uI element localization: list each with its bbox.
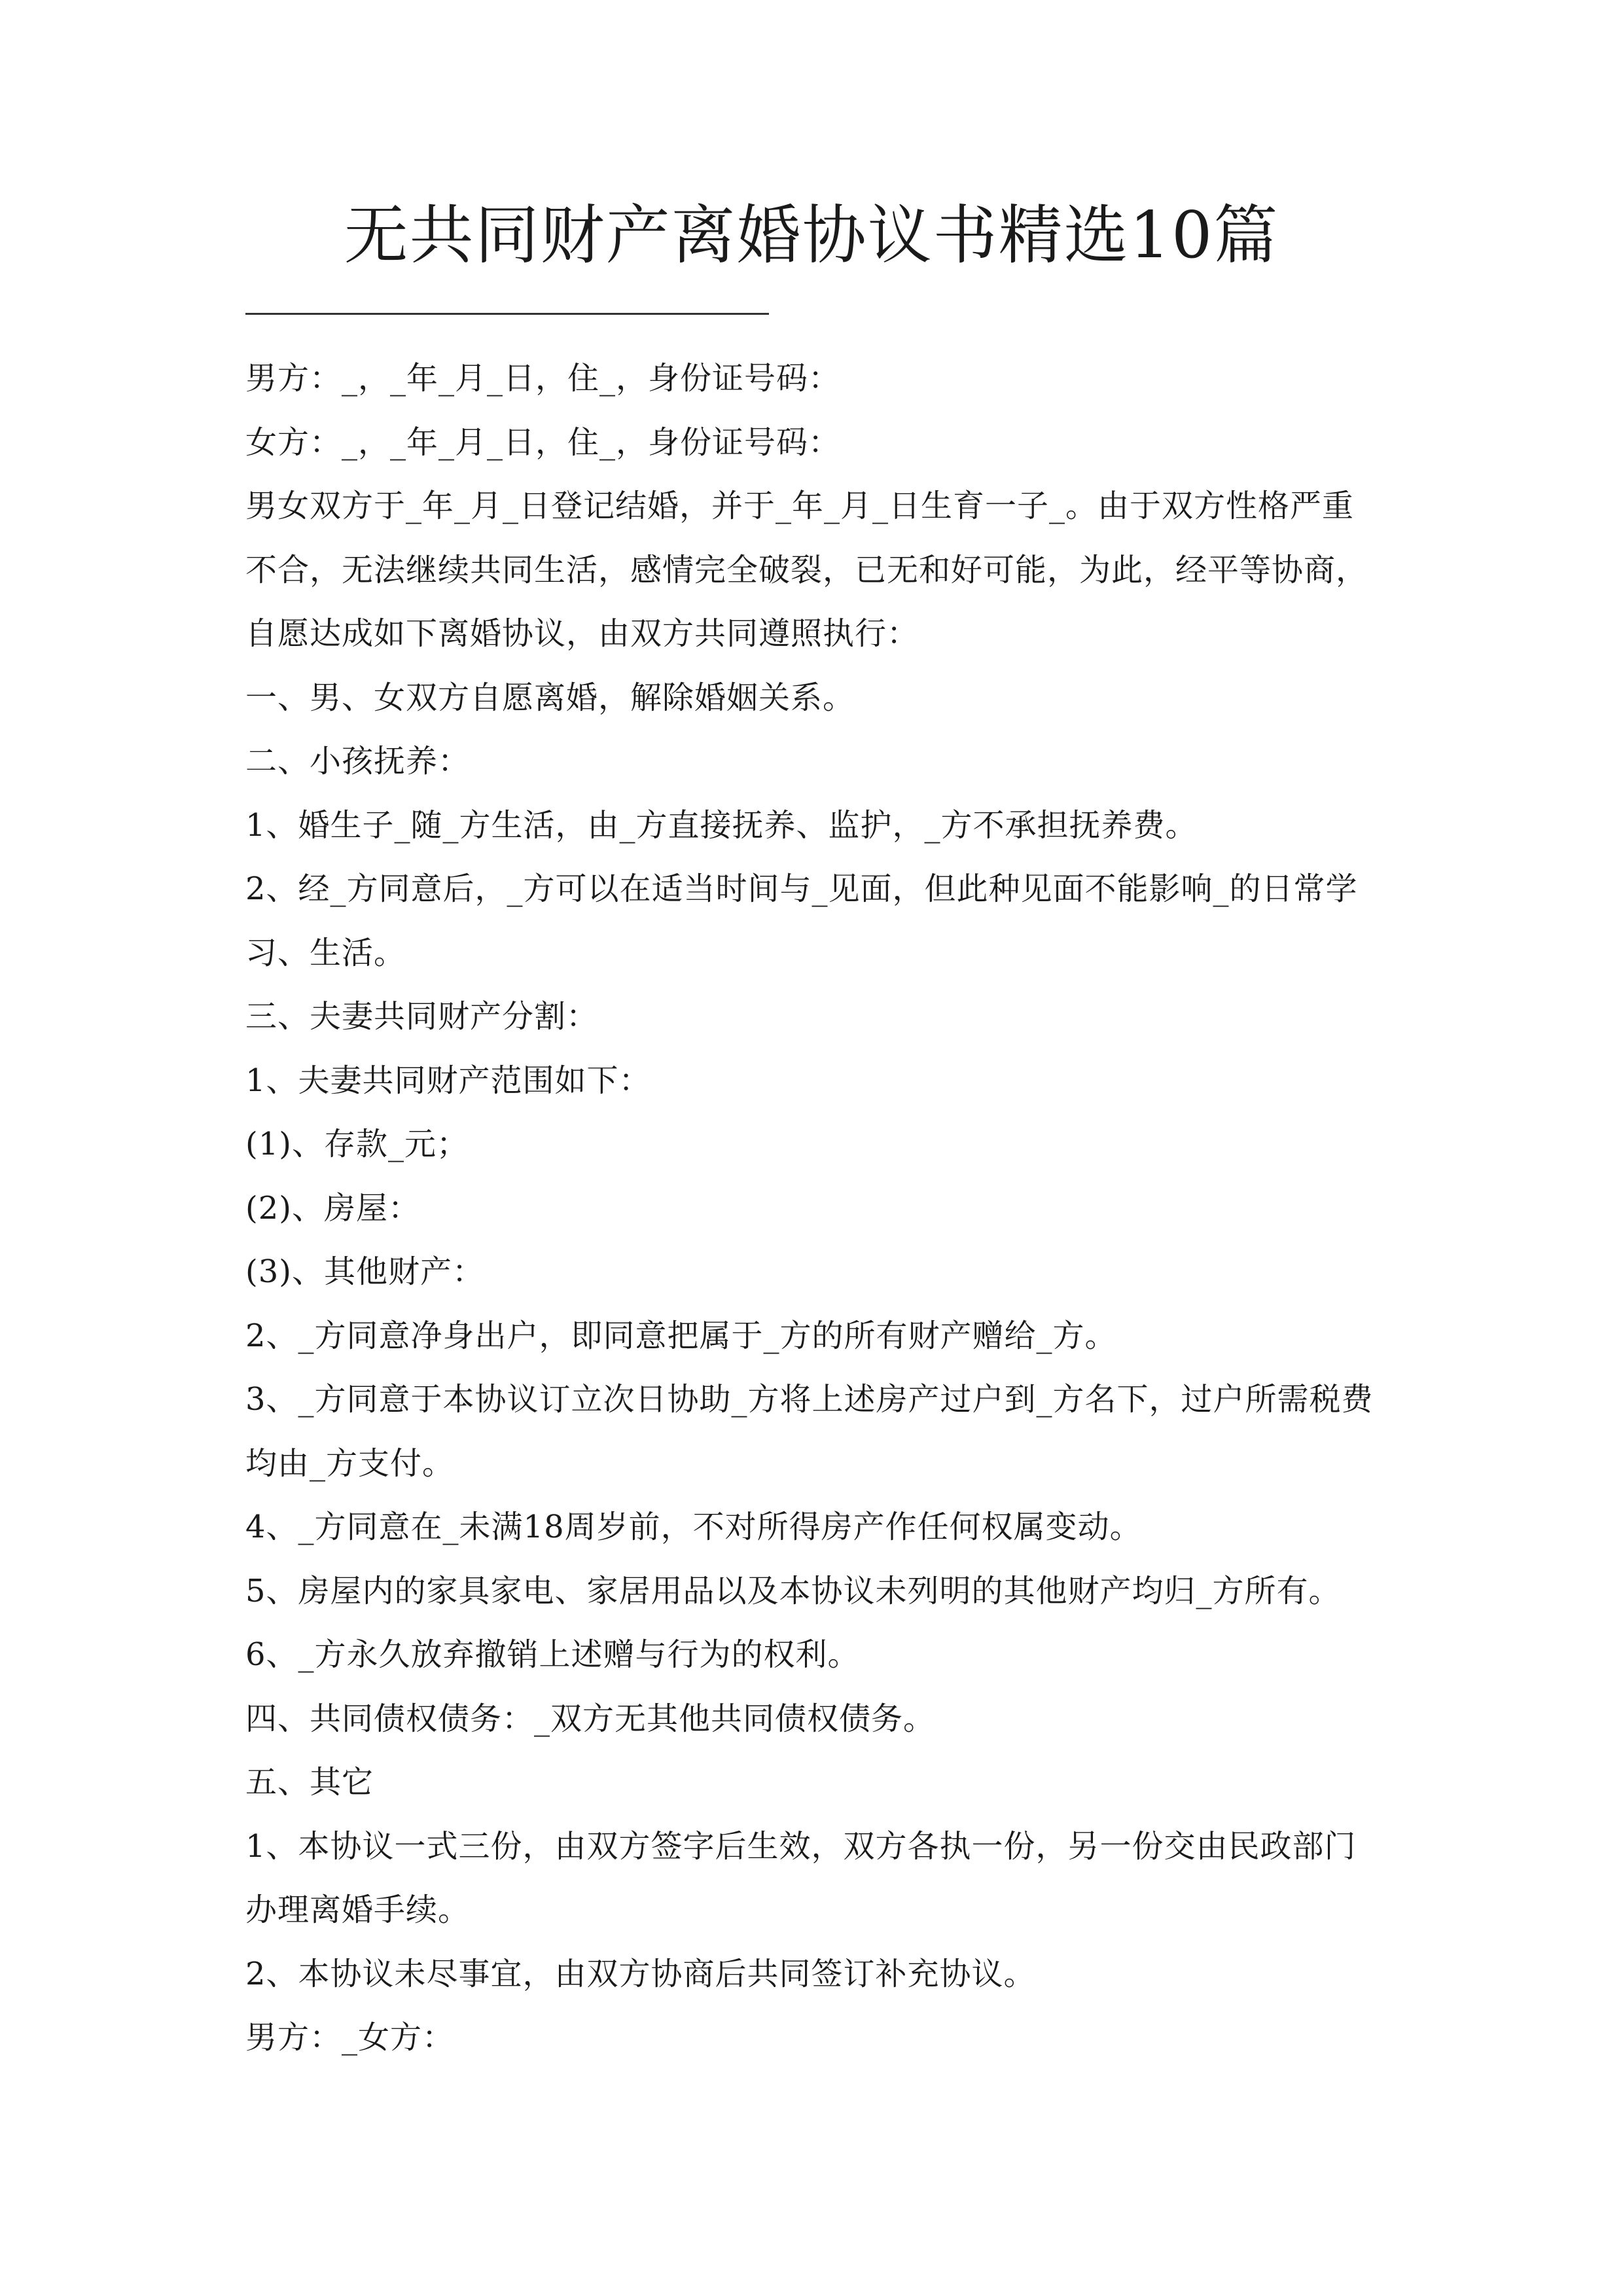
text-line: 6、_方永久放弃撤销上述赠与行为的权利。: [245, 1636, 860, 1673]
text-line: 2、本协议未尽事宜，由双方协商后共同签订补充协议。: [245, 1955, 1036, 1992]
text-line: 2、_方同意净身出户，即同意把属于_方的所有财产赠给_方。: [245, 1317, 1117, 1354]
text-line: 2、经_方同意后，_方可以在适当时间与_见面，但此种见面不能影响_的日常学: [245, 870, 1358, 907]
text-line: 5、房屋内的家具家电、家居用品以及本协议未列明的其他财产均归_方所有。: [245, 1572, 1341, 1609]
text-line: 四、共同债权债务：_双方无其他共同债权债务。: [245, 1700, 936, 1737]
document-title: 无共同财产离婚协议书精选10篇: [344, 198, 1279, 273]
text-line: (1)、存款_元；: [245, 1126, 469, 1162]
text-line: 男方：_女方：: [245, 2019, 455, 2056]
text-line: 1、婚生子_随_方生活，由_方直接抚养、监护，_方不承担抚养费。: [245, 806, 1198, 844]
text-line: 男方：_，_年_月_日，住_，身份证号码：: [245, 360, 841, 397]
title-separator: [245, 313, 769, 315]
text-line: 男女双方于_年_月_日登记结婚，并于_年_月_日生育一子_。由于双方性格严重: [245, 488, 1355, 524]
text-line: 不合，无法继续共同生活，感情完全破裂，已无和好可能，为此，经平等协商，: [245, 551, 1368, 588]
text-line: 1、本协议一式三份，由双方签字后生效，双方各执一份，另一份交由民政部门: [245, 1827, 1357, 1865]
text-line: 三、夫妻共同财产分割：: [245, 998, 599, 1035]
text-line: 3、_方同意于本协议订立次日协助_方将上述房产过户到_方名下，过户所需税费: [245, 1381, 1374, 1418]
text-line: (3)、其他财产：: [245, 1253, 484, 1290]
text-line: 1、夫妻共同财产范围如下：: [245, 1062, 651, 1099]
text-line: 均由_方支付。: [245, 1444, 455, 1482]
text-line: 习、生活。: [245, 934, 406, 971]
text-line: 自愿达成如下离婚协议，由双方共同遵照执行：: [245, 615, 919, 652]
text-line: (2)、房屋：: [245, 1189, 420, 1227]
text-line: 五、其它: [245, 1764, 374, 1801]
text-line: 女方：_，_年_月_日，住_，身份证号码：: [245, 423, 841, 461]
text-line: 办理离婚手续。: [245, 1892, 471, 1928]
text-line: 一、男、女双方自愿离婚，解除婚姻关系。: [245, 679, 855, 716]
document-body: [245, 347, 1397, 2070]
text-line: 4、_方同意在_未满18周岁前，不对所得房产作任何权属变动。: [245, 1509, 1142, 1545]
text-line: 二、小孩抚养：: [245, 743, 471, 780]
